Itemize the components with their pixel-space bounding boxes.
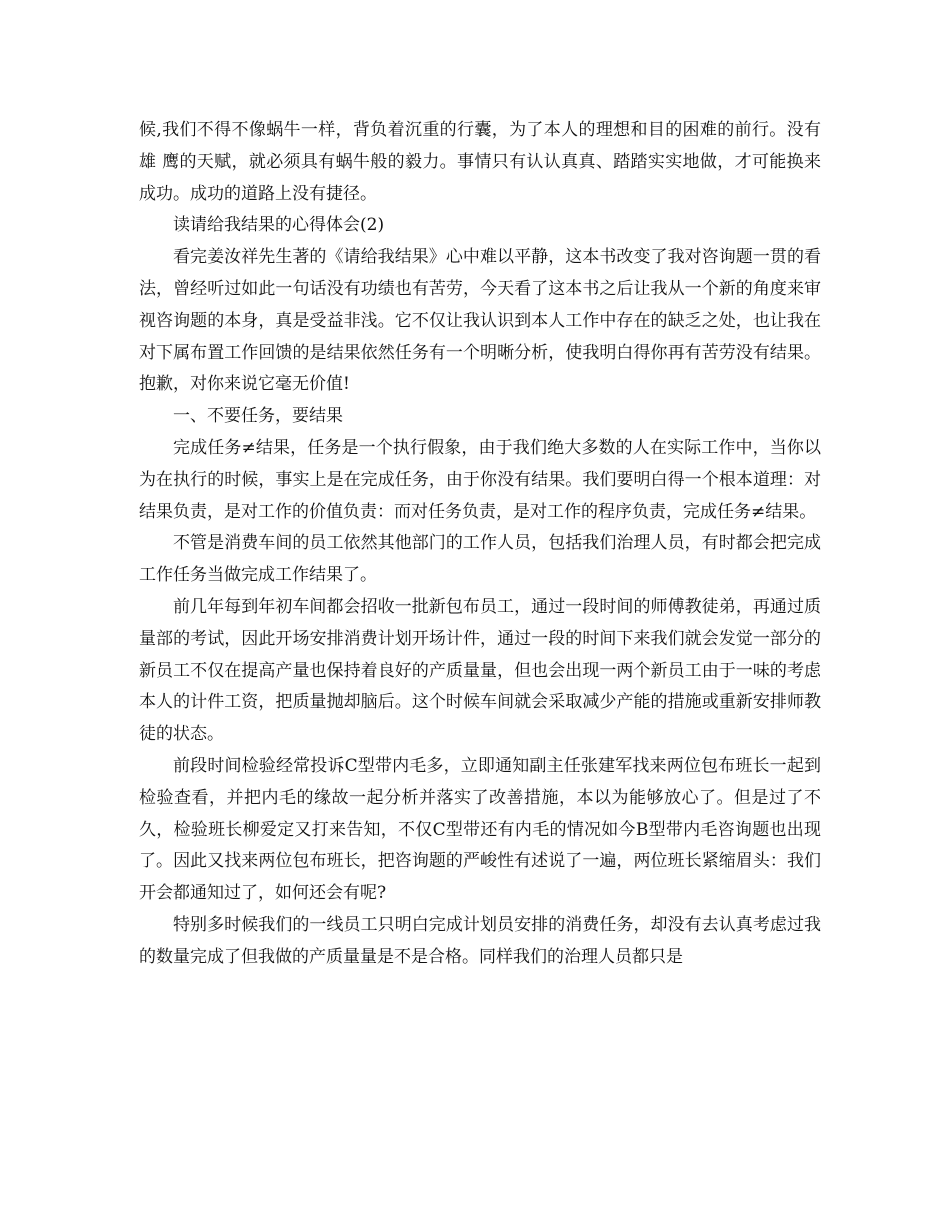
paragraph-new-employees: 前几年每到年初车间都会招收一批新包布员工，通过一段时间的师傅教徒弟，再通过质量部的考试，因此开场安排消费计划开场计件，通过一段的时间下来我们就会发觉一部分的新员工不仅在提高产量也保持着良好的产质量量，但也会出现一两个新员工由于一味的考虑本人的计件工资，把质量抛却脑后。这个时候车间就会采取减少产能的措施或重新安排师教徒的状态。 bbox=[139, 596, 821, 745]
paragraph-task-vs-result: 完成任务≠结果，任务是一个执行假象，由于我们绝大多数的人在实际工作中，当你以为在执行的时候，事实上是在完成任务，由于你没有结果。我们要明白得一个根本道理：对结果负责，是对工作的价值负责：而对任务负责，是对工作的程序负责，完成任务≠结果。 bbox=[139, 437, 821, 522]
section-heading: 一、不要任务，要结果 bbox=[173, 406, 343, 427]
document-body bbox=[139, 115, 821, 974]
paragraph-continuation: 候,我们不得不像蜗牛一样，背负着沉重的行囊，为了本人的理想和目的困难的前行。没有雄 鹰的天赋，就必须具有蜗牛般的毅力。事情只有认认真真、踏踏实实地做，才可能换来成功。成功的道路上没有捷径。 bbox=[139, 120, 821, 204]
section-title: 读请给我结果的心得体会(2) bbox=[173, 215, 385, 236]
paragraph-frontline: 特别多时候我们的一线员工只明白完成计划员安排的消费任务，却没有去认真考虑过我的数量完成了但我做的产质量量是不是合格。同样我们的治理人员都只是 bbox=[139, 914, 821, 967]
paragraph-inspection: 前段时间检验经常投诉C型带内毛多，立即通知副主任张建军找来两位包布班长一起到检验查看，并把内毛的缘故一起分析并落实了改善措施，本以为能够放心了。但是过了不久，检验班长柳爱定又打来告知，不仅C型带还有内毛的情况如今B型带内毛咨询题也出现了。因此又找来两位包布班长，把咨询题的严峻性有述说了一遍，两位班长紧缩眉头：我们开会都通知过了，如何还会有呢? bbox=[139, 755, 821, 904]
paragraph-intro: 看完姜汝祥先生著的《请给我结果》心中难以平静，这本书改变了我对咨询题一贯的看法，曾经听过如此一句话没有功绩也有苦劳，今天看了这本书之后让我从一个新的角度来审视咨询题的本身，真是受益非浅。它不仅让我认识到本人工作中存在的缺乏之处，也让我在对下属布置工作回馈的是结果依然任务有一个明晰分析，使我明白得你再有苦劳没有结果。抱歉，对你来说它毫无价值! bbox=[139, 247, 821, 395]
paragraph-staff: 不管是消费车间的员工依然其他部门的工作人员，包括我们治理人员，有时都会把完成工作任务当做完成工作结果了。 bbox=[139, 533, 821, 586]
